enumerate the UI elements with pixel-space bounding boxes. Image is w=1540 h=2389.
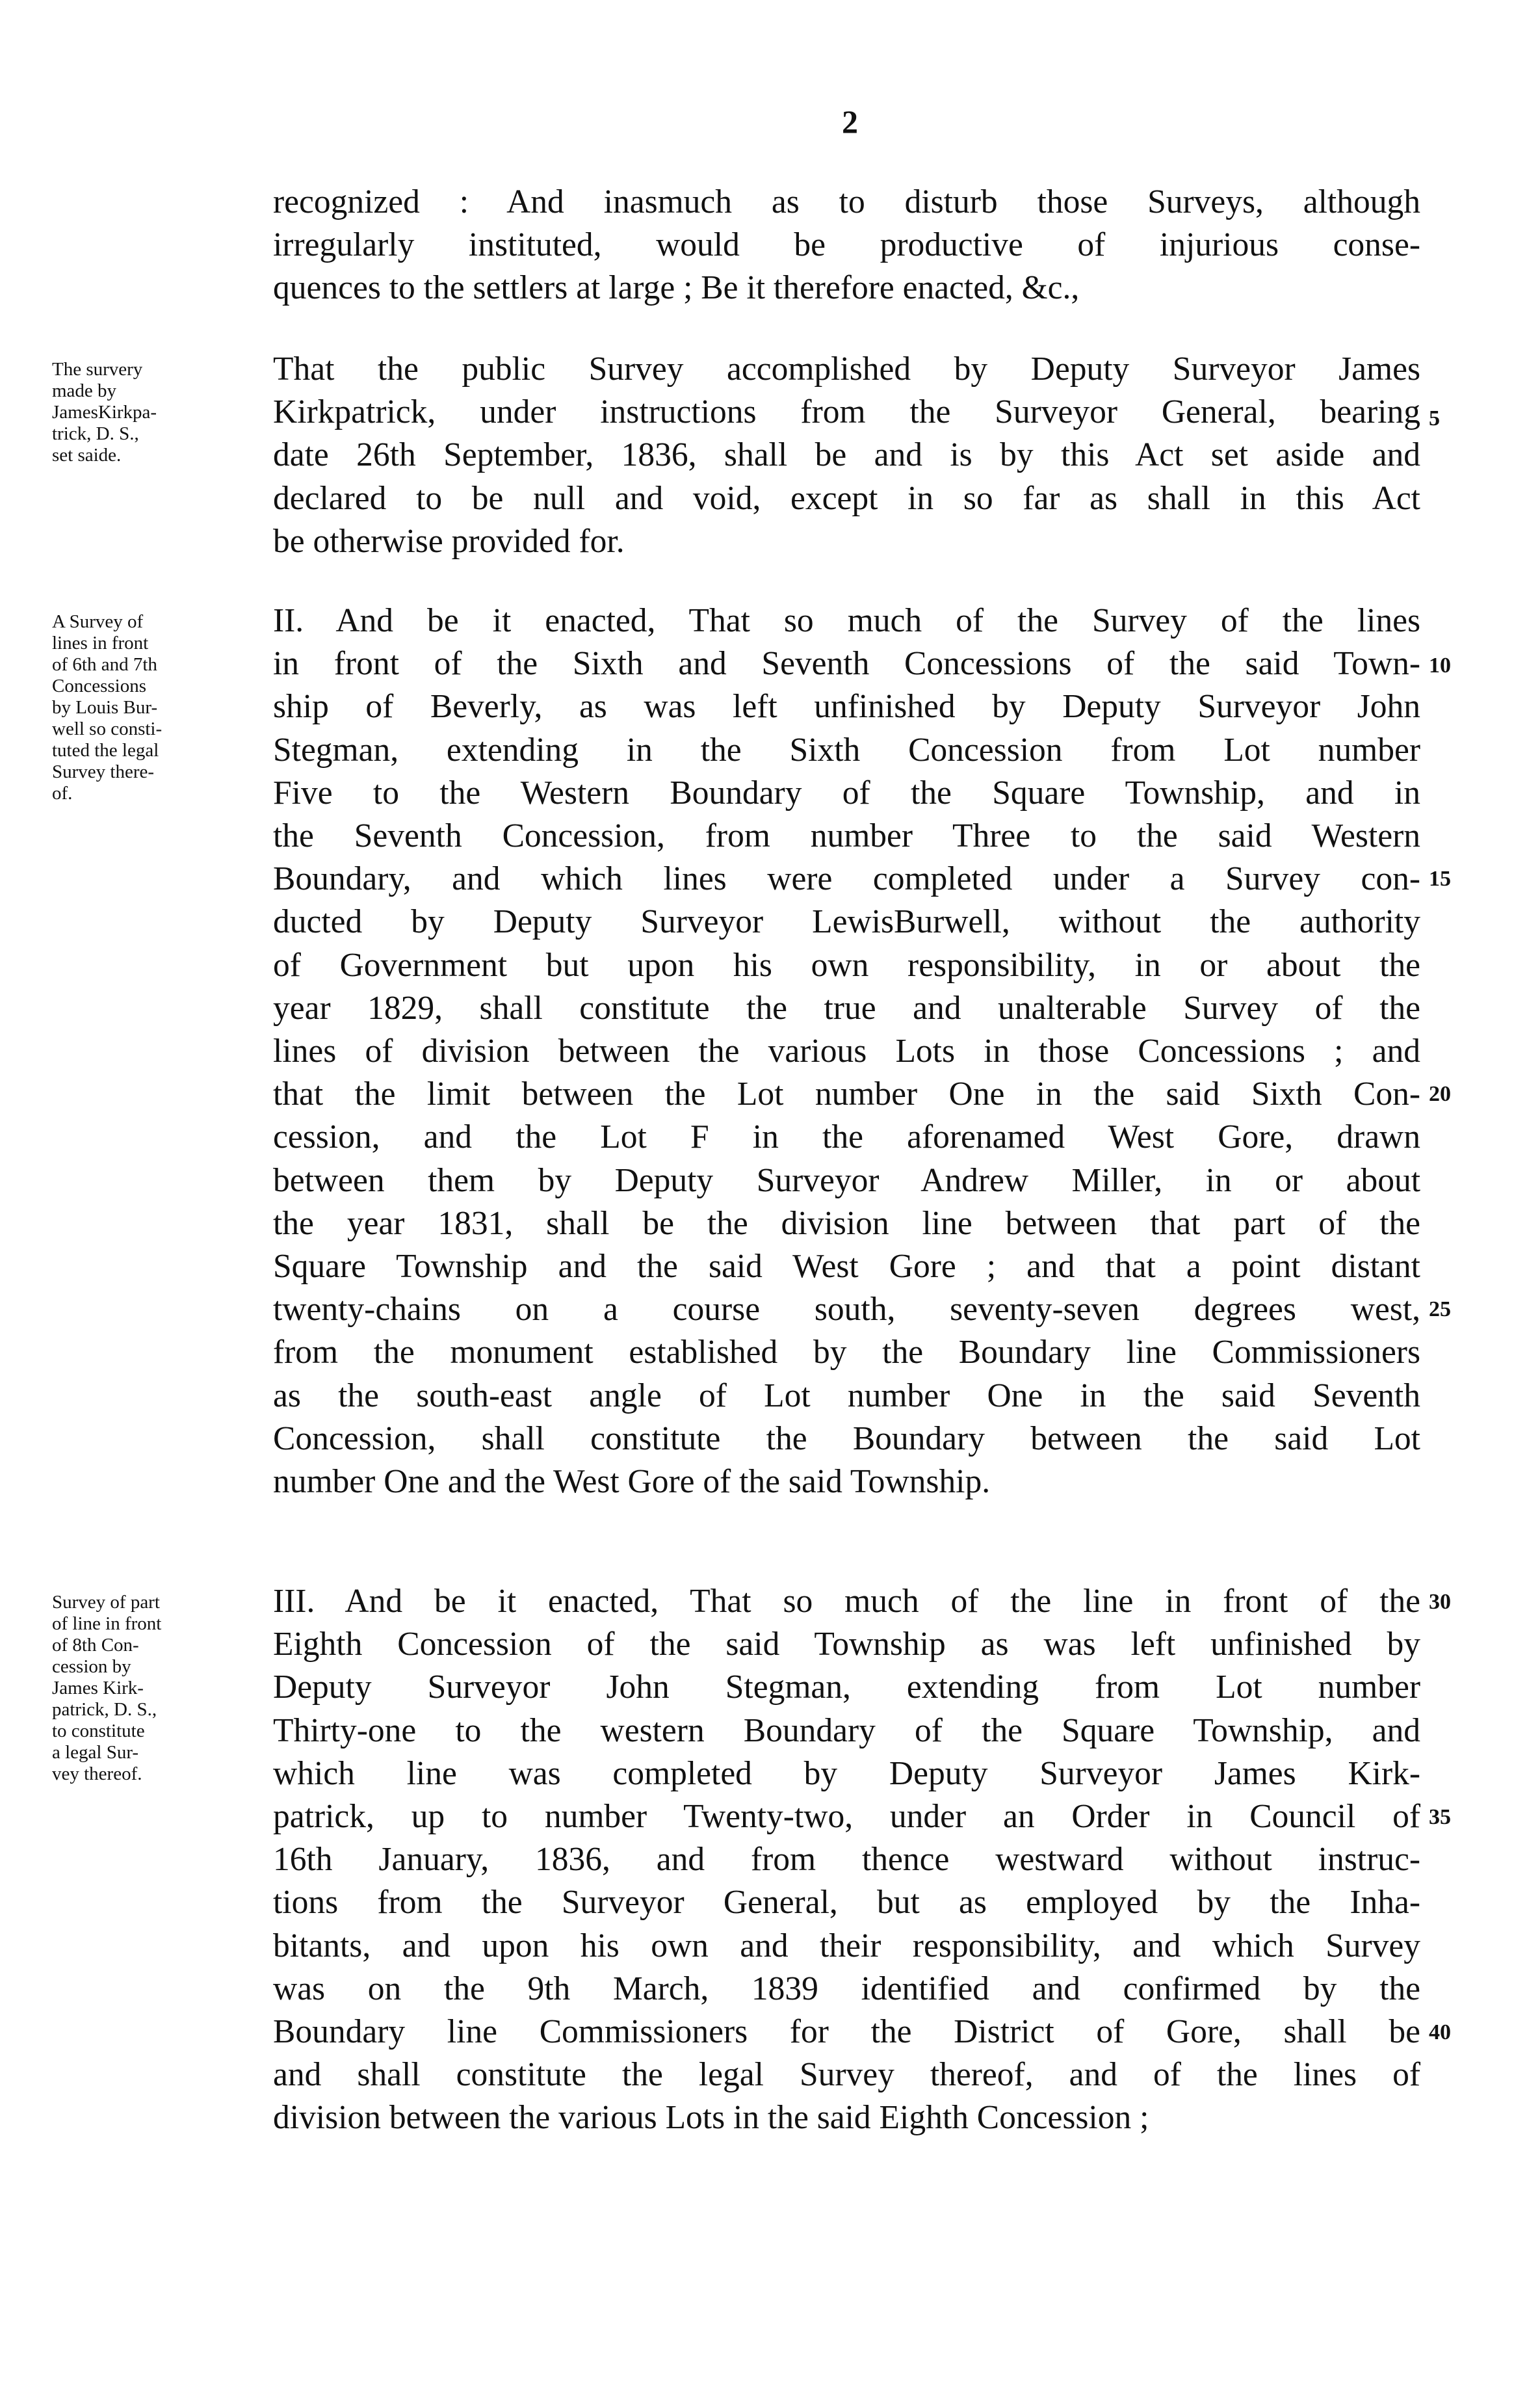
note-line: trick, D. S., <box>52 423 139 444</box>
text-line: declared to be null and void, except in so far as shall in this Act <box>273 479 1420 517</box>
note-line: by Louis Bur- <box>52 697 158 718</box>
note-line: Concessions <box>52 676 146 696</box>
note-line: a legal Sur- <box>52 1742 139 1763</box>
text-line: quences to the settlers at large ; Be it therefore enacted, &c., <box>273 269 1080 307</box>
text-line: division between the various Lots in the said Eighth Concession ; <box>273 2099 1149 2137</box>
text-line: Kirkpatrick, under instructions from the Surveyor General, bearing <box>273 393 1420 431</box>
line-number: 30 <box>1429 1590 1451 1614</box>
text-line: date 26th September, 1836, shall be and is by this Act set aside and <box>273 436 1420 474</box>
note-line: James Kirk- <box>52 1678 144 1698</box>
section-2-paragraph <box>273 600 1420 1503</box>
line-number: 25 <box>1429 1297 1451 1321</box>
text-line: 16th January, 1836, and from thence westward without instruc- <box>273 1841 1420 1879</box>
text-line: year 1829, shall constitute the true and unalterable Survey of the <box>273 989 1420 1027</box>
note-line: to constitute <box>52 1721 145 1741</box>
text-line: Square Township and the said West Gore ; and that a point distant <box>273 1248 1420 1286</box>
text-line: patrick, up to number Twenty-two, under an Order in Council of <box>273 1798 1420 1836</box>
note-line: The survery <box>52 359 143 380</box>
text-line: Boundary line Commissioners for the District of Gore, shall be <box>273 2013 1420 2051</box>
text-line: tions from the Surveyor General, but as employed by the Inha- <box>273 1884 1420 1921</box>
note-line: JamesKirkpa- <box>52 402 157 423</box>
section-1-paragraph <box>273 348 1420 563</box>
text-line: from the monument established by the Boundary line Commissioners <box>273 1334 1420 1371</box>
text-line: recognized : And inasmuch as to disturb those Surveys, although <box>273 183 1420 220</box>
line-number: 10 <box>1429 653 1451 678</box>
text-line: Eighth Concession of the said Township as was left unfinished by <box>273 1626 1420 1663</box>
line-number: 15 <box>1429 867 1451 891</box>
text-line: Five to the Western Boundary of the Square Township, and in <box>273 774 1420 812</box>
text-line: cession, and the Lot F in the aforenamed West Gore, drawn <box>273 1118 1420 1156</box>
line-number: 35 <box>1429 1805 1451 1829</box>
text-line: irregularly instituted, would be productive of injurious conse- <box>273 226 1420 264</box>
text-line: as the south-east angle of Lot number One in the said Seventh <box>273 1377 1420 1414</box>
line-number: 40 <box>1429 2020 1451 2044</box>
text-line: ship of Beverly, as was left unfinished by Deputy Surveyor John <box>273 688 1420 726</box>
text-line: Deputy Surveyor John Stegman, extending from Lot number <box>273 1669 1420 1706</box>
text-line: II. And be it enacted, That so much of the Survey of the lines <box>273 602 1420 639</box>
text-line: That the public Survey accomplished by Deputy Surveyor James <box>273 350 1420 388</box>
note-line: Survey of part <box>52 1592 160 1613</box>
note-line: patrick, D. S., <box>52 1699 157 1720</box>
note-line: made by <box>52 380 117 401</box>
text-line: of Government but upon his own responsibility, in or about the <box>273 946 1420 984</box>
text-line: III. And be it enacted, That so much of the line in front of the <box>273 1583 1420 1620</box>
text-line: and shall constitute the legal Survey thereof, and of the lines of <box>273 2056 1420 2094</box>
marginal-note-section-2 <box>52 611 273 804</box>
marginal-note-section-1 <box>52 359 273 466</box>
text-line: number One and the West Gore of the said Township. <box>273 1463 991 1501</box>
note-line: vey thereof. <box>52 1763 142 1784</box>
text-line: be otherwise provided for. <box>273 522 625 560</box>
text-line: Concession, shall constitute the Boundary between the said Lot <box>273 1419 1420 1457</box>
line-number: 5 <box>1429 406 1440 430</box>
text-line: Stegman, extending in the Sixth Concession from Lot number <box>273 731 1420 769</box>
page-number: 2 <box>842 103 858 140</box>
note-line: Survey there- <box>52 761 155 782</box>
text-line: was on the 9th March, 1839 identified and confirmed by the <box>273 1970 1420 2007</box>
text-line: ducted by Deputy Surveyor LewisBurwell, without the authority <box>273 903 1420 941</box>
line-number: 20 <box>1429 1082 1451 1106</box>
text-line: lines of division between the various Lots in those Concessions ; and <box>273 1033 1420 1070</box>
note-line: well so consti- <box>52 719 163 739</box>
note-line: of line in front <box>52 1613 162 1634</box>
text-line: that the limit between the Lot number One in the said Sixth Con- <box>273 1076 1420 1113</box>
text-line: bitants, and upon his own and their responsibility, and which Survey <box>273 1927 1420 1964</box>
section-3-paragraph <box>273 1580 1420 2140</box>
text-line: in front of the Sixth and Seventh Concessions of the said Town- <box>273 645 1420 683</box>
note-line: set saide. <box>52 445 122 466</box>
preamble-paragraph <box>273 181 1420 310</box>
text-line: Boundary, and which lines were completed under a Survey con- <box>273 860 1420 898</box>
marginal-note-section-3 <box>52 1592 273 1785</box>
text-line: the Seventh Concession, from number Three to the said Western <box>273 817 1420 855</box>
text-line: the year 1831, shall be the division line between that part of the <box>273 1204 1420 1242</box>
note-line: A Survey of <box>52 611 144 632</box>
note-line: cession by <box>52 1656 131 1677</box>
text-line: Thirty-one to the western Boundary of the Square Township, and <box>273 1711 1420 1749</box>
text-line: between them by Deputy Surveyor Andrew Miller, in or about <box>273 1161 1420 1199</box>
note-line: of 8th Con- <box>52 1635 139 1656</box>
note-line: tuted the legal <box>52 740 159 761</box>
text-line: which line was completed by Deputy Surveyor James Kirk- <box>273 1754 1420 1792</box>
note-line: of. <box>52 783 73 804</box>
note-line: of 6th and 7th <box>52 654 157 675</box>
text-line: twenty-chains on a course south, seventy-seven degrees west, <box>273 1291 1420 1328</box>
note-line: lines in front <box>52 633 149 653</box>
